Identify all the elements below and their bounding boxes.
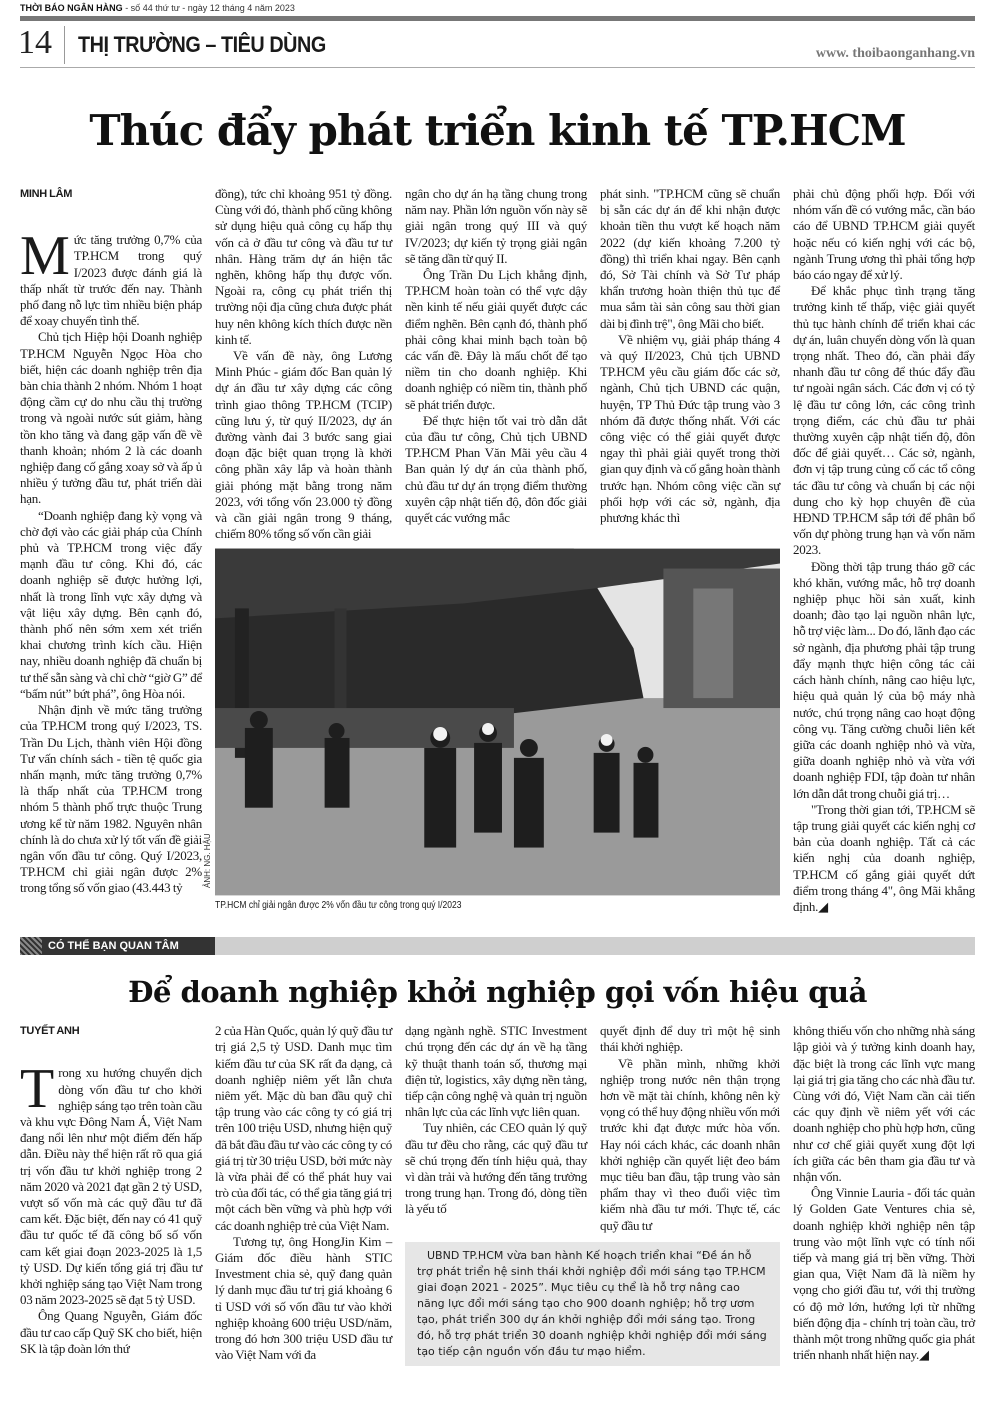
paragraph: “Doanh nghiệp đang kỳ vọng và chờ đợi vào các giải pháp của Chính phủ và TP.HCM trong việc đẩy mạnh đầu tư công. Khi đó, các doanh nghiệp sẽ được hưởng lợi, nhất là trong lĩnh vực xây dựng và vật liệu xây dựng. Bên cạnh đó, thành phố nên sớm xem xét triển khai chương trình kích cầu. Hiện nay, nhiều doanh nghiệp đã chuẩn bị tư thế sẵn sàng và chỉ chờ “giờ G” để “bấm nút” bứt phá”, ông Hòa nói. [20, 507, 202, 701]
paragraph: ngân cho dự án hạ tầng chung trong năm nay. Phần lớn nguồn vốn này sẽ giải ngân trong quý III và quý IV/2023; dự kiến tỷ trọng giải ngân sẽ tăng dần từ quý II. [405, 186, 587, 266]
paragraph: Để khắc phục tình trạng tăng trưởng kinh tế thấp, việc giải quyết thủ tục hành chính để triển khai các dự án, luân chuyển dòng vốn là quan trọng nhất. Theo đó, cần phải đẩy nhanh đầu tư công để thúc đẩy đầu tư ngoài ngân sách. Các đơn vị có tỷ lệ đầu tư công lớn, các công trình trọng điểm, các chủ đầu tư phải thường xuyên cập nhật tiến độ, đôn đốc để giải quyết… Các sở, ngành, đơn vị tập trung củng cố các tổ công tác đầu tư công và chuẩn bị các nội dung cho kỳ họp chuyên đề của HĐND TP.HCM sắp tới để phân bổ vốn dự phòng trung hạn và vốn năm 2023. [793, 283, 975, 558]
header-bar [20, 16, 975, 21]
photo-caption: TP.HCM chỉ giải ngân được 2% vốn đầu tư công trong quý I/2023 [215, 900, 462, 912]
paragraph: Mức tăng trưởng 0,7% của TP.HCM trong quý I/2023 được đánh giá là thấp nhất từ trước đến nay. Thành phố đang nỗ lực tìm nhiều biện pháp để xoay chuyển tình thế. [20, 225, 202, 329]
related-band [20, 937, 975, 955]
paragraph: phát sinh. "TP.HCM cũng sẽ chuẩn bị sẵn các dự án để khi nhận được khoản tiền thu vượt kế hoạch năm 2022 (dự kiến khoảng 7.200 tỷ đồng) thì triển khai ngay. Bên cạnh đó, Sở Tài chính và Sở Tư pháp khẩn trương hoàn thiện thủ tục để mua sắm tài sản công sau thời gian dài bị đình trệ", ông Mãi cho biết. [600, 186, 780, 331]
paragraph: quyết định để duy trì một hệ sinh thái khởi nghiệp. [600, 1023, 780, 1055]
article-body [20, 186, 975, 915]
paragraph: Ông Quang Nguyễn, Giám đốc đầu tư cao cấp Quỹ SK cho biết, hiện SK là tập đoàn lớn thứ [20, 1308, 202, 1356]
article-title: Thúc đẩy phát triển kinh tế TP.HCM [89, 106, 906, 155]
paragraph: phải chủ động phối hợp. Đối với nhóm vấn đề có vướng mắc, cần báo cáo để UBND TP.HCM giải quyết hoặc nếu có kiến nghị với các bộ, ngành Trung ương thì phải tổng hợp báo cáo ngay để xử lý. [793, 186, 975, 283]
paragraph: Nhận định về mức tăng trưởng của TP.HCM trong quý I/2023, TS. Trần Du Lịch, thành viên Hội đồng Tư vấn chính sách - tiền tệ quốc gia nhấn mạnh, mức tăng trưởng 0,7% là thấp nhất của TP.HCM trong nhóm 5 thành phố trực thuộc Trung ương kể từ năm 1982. Nguyên nhân chính là do chưa xử lý tốt vấn đề giải ngân vốn đầu tư công. Quý I/2023, TP.HCM chỉ giải ngân được 2% trong tổng số vốn giao (43.443 tỷ [20, 702, 202, 896]
author-byline: MINH LÂM [20, 188, 73, 200]
article-middle [203, 186, 780, 912]
paragraph: Đồng thời tập trung tháo gỡ các khó khăn, vướng mắc, hỗ trợ doanh nghiệp phục hồi sản xuất, kinh doanh; đào tạo lại nguồn nhân lực, hỗ trợ việc làm... Do đó, lãnh đạo các sở ngành, địa phương phải tập trung đẩy mạnh thực hiện công tác cải cách hành chính, nâng cao hiệu lực, hiệu quả quản lý của bộ máy nhà nước, chú trọng nâng cao hoạt động công vụ. Tăng cường chuỗi liên kết giữa các doanh nghiệp nhỏ và vừa, giữa doanh nghiệp nhỏ và vừa với doanh nghiệp FDI, tập đoàn tư nhân lớn dẫn dắt trong chuỗi giá trị… [793, 558, 975, 801]
paragraph: 2 của Hàn Quốc, quản lý quỹ đầu tư trị giá 2,5 tỷ USD. Danh mục tìm kiếm đầu tư của SK rất đa dạng, cả doanh nghiệp niêm yết lẫn chưa niêm yết. Mặc dù ban đầu quỹ chỉ tập trung vào các công ty có giá trị trên 100 triệu USD, nhưng hiện quỹ đã bắt đầu đầu tư vào các công ty có giá trị từ 30 triệu USD, bởi mức này là vừa phải để có thể phát huy vai trò của đối tác, có thể gia tăng giá trị một cách bền vững và phù hợp với các doanh nghiệp trẻ của Việt Nam. [215, 1023, 392, 1233]
paper-name: THỜI BÁO NGÂN HÀNG [20, 3, 123, 13]
article-title: Để doanh nghiệp khởi nghiệp gọi vốn hiệu quả [128, 975, 867, 1010]
article-column-2 [215, 186, 392, 542]
article-photo [215, 548, 780, 896]
paragraph: Trong xu hướng chuyển dịch dòng vốn đầu tư cho khởi nghiệp sáng tạo trên toàn cầu và khu vực Đông Nam Á, Việt Nam đang nổi lên như một điểm đến hấp dẫn. Điều này thể hiện rất rõ qua giá trị vốn đầu tư khởi nghiệp trong 2 năm 2020 và 2021 đạt gần 2 tỷ USD, vượt số vốn mà các quỹ đầu tư đã cam kết. Đặc biệt, đến nay có 41 quỹ đầu tư quốc tế đã công bố số vốn cam kết giai đoạn 2023-2025 là 1,5 tỷ USD. Dự kiến tổng giá trị đầu tư khởi nghiệp sáng tạo Việt Nam trong 03 năm 2023-2025 sẽ đạt 5 tỷ USD. [20, 1058, 202, 1308]
website-link[interactable]: www. thoibaonganhang.vn [815, 46, 975, 61]
article-middle [405, 1023, 780, 1366]
divider [64, 26, 65, 64]
drop-cap: M [20, 225, 70, 288]
paragraph: Tương tự, ông HongJin Kim – Giám đốc điều hành STIC Investment chia sẻ, quỹ đang quản lý danh mục đầu tư trị giá khoảng 6 tỉ USD với số vốn đầu tư vào khởi nghiệp khoảng 600 triệu USD/năm, trong đó hơn 300 triệu USD đầu tư vào Việt Nam với đa [215, 1233, 392, 1363]
paragraph: Chủ tịch Hiệp hội Doanh nghiệp TP.HCM Nguyễn Ngọc Hòa cho biết, hiện các doanh nghiệp trên địa bàn chia thành 2 nhóm. Nhóm 1 hoạt động cầm cự do nhu cầu thị trường trong và ngoài nước sút giảm, hàng tồn kho tăng và đang gặp vấn đề về thanh khoản; nhóm 2 là các doanh nghiệp đang cố gắng xoay sở và ấp ủ nhiều ý tưởng đầu tư, phát triển dài hạn. [20, 329, 202, 507]
paragraph: Ông Vinnie Lauria - đối tác quản lý Golden Gate Ventures chia sẻ, doanh nghiệp khởi nghiệp nên tập trung vào một lĩnh vực có tính nối tiếp và mang giá trị bền vững. Thời gian qua, Việt Nam đã là niềm hy vọng cho giới đầu tư, với thị trường có độ mở lớn, hướng lợi từ những biến động địa - chính trị toàn cầu, trở thành một trong những quốc gia phát triển nhanh nhất hiện nay.◢ [793, 1185, 975, 1363]
paragraph: Về vấn đề này, ông Lương Minh Phúc - giám đốc Ban quản lý dự án đầu tư xây dựng các công trình giao thông TP.HCM (TCIP) cũng lưu ý, từ quý II/2023, dự án đường vành đai 3 bước sang giai đoạn đặc biệt quan trọng là khởi công phần xây lắp và hoàn thành giải phóng mặt bằng trong năm 2023, với tổng vốn 23.000 tỷ đồng và cần giải ngân trong 9 tháng, chiếm 80% tổng số vốn cần giải [215, 348, 392, 542]
article-column-3 [405, 1023, 587, 1234]
paragraph: không thiếu vốn cho những nhà sáng lập giỏi và ý tưởng kinh doanh hay, đặc biệt là trong các lĩnh vực mang lại giá trị gia tăng cho các nhà đầu tư. Cùng với đó, Việt Nam cần cải tiến các quy định về niêm yết với các doanh nghiệp cho phù hợp hơn, cũng như cơ chế giải quyết xung đột lợi ích giữa các bên tham gia đầu tư và nhận vốn. [793, 1023, 975, 1184]
article-body [20, 1023, 975, 1366]
paragraph: dạng ngành nghề. STIC Investment chú trọng đến các dự án về hạ tầng kỹ thuật thanh toán số, thương mại điện tử, logistics, xây dựng nền tảng, tiếp cận công nghệ và quản trị nguồn nhân lực của các lĩnh vực liên quan. [405, 1023, 587, 1120]
article-column-3 [405, 186, 587, 542]
middle-columns [405, 1023, 780, 1234]
paragraph: "Trong thời gian tới, TP.HCM sẽ tập trung giải quyết các kiến nghị cơ bản của doanh nghiệp. Tất cả các kiến nghị của doanh nghiệp, TP.HCM cố gắng giải quyết dứt điểm trong tháng 4", ông Mãi khẳng định.◢ [793, 801, 975, 914]
article-column-1 [20, 186, 202, 897]
article-column-4 [600, 1023, 780, 1234]
paragraph: Về nhiệm vụ, giải pháp tháng 4 và quý II/2023, Chủ tịch UBND TP.HCM yêu cầu giám đốc các sở, ngành, Chủ tịch UBND các quận, huyện, TP Thủ Đức tập trung vào 3 nhóm đã được thống nhất. Với các công việc có thể giải quyết được ngay thì phải giải quyết trong thời gian quy định và cố gắng hoàn thành trước hạn. Nhóm công việc cần sự phối hợp với các sở, ngành, địa phương khác thì [600, 331, 780, 526]
page-number: 14 [18, 24, 52, 61]
paragraph: Tuy nhiên, các CEO quản lý quỹ đầu tư đều cho rằng, các quỹ đầu tư sẽ chú trọng đến tính hiệu quả, thay vì dàn trải và hướng đến tăng trưởng trong trung hạn. Trong đó, dòng tiền là yếu tố [405, 1120, 587, 1217]
paragraph: đồng), tức chỉ khoảng 951 tỷ đồng. Cùng với đó, thành phố cũng không sử dụng hiệu quả công cụ hấp thụ vốn cả ở đầu tư công và đầu tư tư nhân. Hàng trăm dự án hiện tắc nghẽn, không hấp thụ được vốn. Ngoài ra, công cụ phát triển thị trường nội địa cũng chưa được phát huy nên không kích thích được nền kinh tế. [215, 186, 392, 347]
paragraph: Để thực hiện tốt vai trò dẫn dắt của đầu tư công, Chủ tịch UBND TP.HCM Phan Văn Mãi yêu cầu 4 Ban quản lý dự án của thành phố, chủ đầu tư dự án trọng điểm thường xuyên cập nhật tiến độ, đôn đốc giải quyết các vướng mắc [405, 412, 587, 526]
divider [20, 67, 975, 68]
photo-credit: ẢNH: NG. HẬU [203, 833, 212, 889]
article-column-4 [600, 186, 780, 542]
drop-cap: T [20, 1058, 55, 1121]
paragraph: Về phần mình, những khởi nghiệp trong nước nên thận trọng hơn về mặt tài chính, không nên kỳ vọng có thể huy động nhiều vốn mới trước khi đạt được mức hòa vốn. Hay nói cách khác, các doanh nhân khởi nghiệp cần quyết liệt đeo bám mục tiêu ban đầu, tập trung vào sản phẩm thay vì theo đuổi việc tìm kiếm nhà đầu tư mới. Thực tế, các quỹ đầu tư [600, 1055, 780, 1233]
middle-columns [215, 186, 780, 542]
author-byline: TUYẾT ANH [20, 1025, 80, 1038]
paragraph: Ông Trần Du Lịch khẳng định, TP.HCM hoàn toàn có thể vực dậy nền kinh tế nếu giải quyết được các điểm nghẽn. Bên cạnh đó, thành phố phải công khai minh bạch toàn bộ các vấn đề. Đây là mấu chốt để tạo niềm tin cho doanh nghiệp. Khi doanh nghiệp có niềm tin, thành phố sẽ phát triển được. [405, 267, 587, 412]
article-column-2 [215, 1023, 392, 1363]
photo-block [203, 548, 780, 912]
article-column-5 [793, 186, 975, 915]
article-column-5 [793, 1023, 975, 1363]
info-box [405, 1242, 780, 1366]
article-column-1 [20, 1023, 202, 1357]
info-box-text: UBND TP.HCM vừa ban hành Kế hoạch triển khai “Đề án hỗ trợ phát triển hệ sinh thái khởi nghiệp đổi mới sáng tạo TP.HCM giai đoạn 2021 - 2025”. Mục tiêu cụ thể là hỗ trợ nâng cao năng lực đổi mới sáng tạo cho 900 doanh nghiệp; hỗ trợ ươm tạo, phát triển 300 dự án khởi nghiệp đổi mới sáng tạo. Trong đó, hỗ trợ phát triển 30 doanh nghiệp khởi nghiệp đổi mới sáng tạo tiếp cận nguồn vốn đầu tư mạo hiểm. [417, 1248, 767, 1358]
section-title: THỊ TRƯỜNG – TIÊU DÙNG [78, 32, 326, 57]
masthead-line [20, 3, 295, 13]
related-band-label: CÓ THỂ BẠN QUAN TÂM [20, 937, 215, 955]
issue-info: - số 44 thứ tư - ngày 12 tháng 4 năm 2023 [122, 3, 295, 13]
